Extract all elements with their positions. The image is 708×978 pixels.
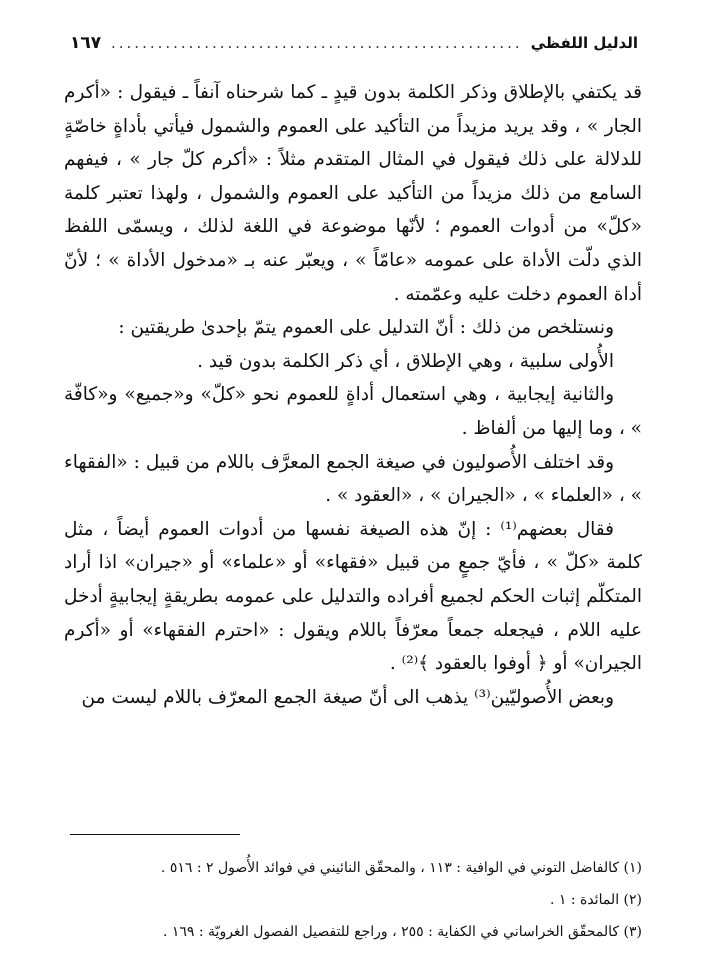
running-title: الدليل اللفظي [530,34,638,52]
leader-dots [109,34,523,52]
footnote-rule [70,834,240,835]
paragraph-6: فقال بعضهم⁽¹⁾ : إنّ هذه الصيغة نفسها من أدوات العموم أيضاً ، مثل كلمة «كلّ » ، فأيّ جمعٍ من قبيل «فقهاء» أو «علماء» أو «جيران» اذا أراد المتكلّم إثبات الحكم لجميع أفراده والتدليل على عمومه بطريقةٍ إيجابيةٍ أدخل عليه اللام ، فيجعله جمعاً معرّفاً باللام ويقول : «احترم الفقهاء» أو «أكرم الجيران» أو ﴿ أوفوا بالعقود ﴾⁽²⁾ . [64,518,642,675]
paragraph-1: قد يكتفي بالإطلاق وذكر الكلمة بدون قيدٍ ـ كما شرحناه آنفاً ـ فيقول : «أكرم الجار » ، وقد يريد مزيداً من التأكيد على العموم والشمول فيأتي بأداةٍ خاصّةٍ للدلالة على ذلك فيقول في المثال المتقدم مثلاً : «أكرم كلّ جار » ، فيفهم السامع من ذلك مزيداً من التأكيد على العموم والشمول ، ولهذا تعتبر كلمة «كلّ» من أدوات العموم ؛ لأنّها موضوعة في اللغة لذلك ، ويسمّى اللفظ الذي دلّت الأداة على عمومه «عامّاً » ، ويعبّر عنه بـ «مدخول الأداة » ؛ لأنّ أداة العموم دخلت عليه وعمّمته . [64,82,642,305]
body-text [64,76,642,714]
running-header [70,28,638,58]
paragraph-2: ونستلخص من ذلك : أنّ التدليل على العموم يتمّ بإحدىٰ طريقتين : [118,317,614,339]
footnote-1: (١) كالفاضل التوني في الوافية : ١١٣ ، والمحقّق النائيني في فوائد الأُصول ٢ : ٥١٦ . [160,860,642,876]
page-number: ١٦٧ [70,33,102,53]
paragraph-5: وقد اختلف الأُصوليون في صيغة الجمع المعرَّف باللام من قبيل : «الفقهاء » ، «العلماء » ، «الجيران » ، «العقود » . [64,451,642,507]
paragraph-4: والثانية إيجابية ، وهي استعمال أداةٍ للعموم نحو «كلّ» و«جميع» و«كافّة » ، وما إليها من ألفاظ . [64,384,642,439]
paragraph-3: الأُولى سلبية ، وهي الإطلاق ، أي ذكر الكلمة بدون قيد . [197,350,614,372]
footnote-3: (٣) كالمحقّق الخراساني في الكفاية : ٢٥٥ ، وراجع للتفصيل الفصول الغرويّة : ١٦٩ . [162,924,642,940]
footnote-2: (٢) المائدة : ١ . [549,892,642,908]
footnotes [64,852,642,948]
paragraph-7: وبعض الأُصوليّين⁽³⁾ يذهب الى أنّ صيغة الجمع المعرّف باللام ليست من [81,686,614,708]
